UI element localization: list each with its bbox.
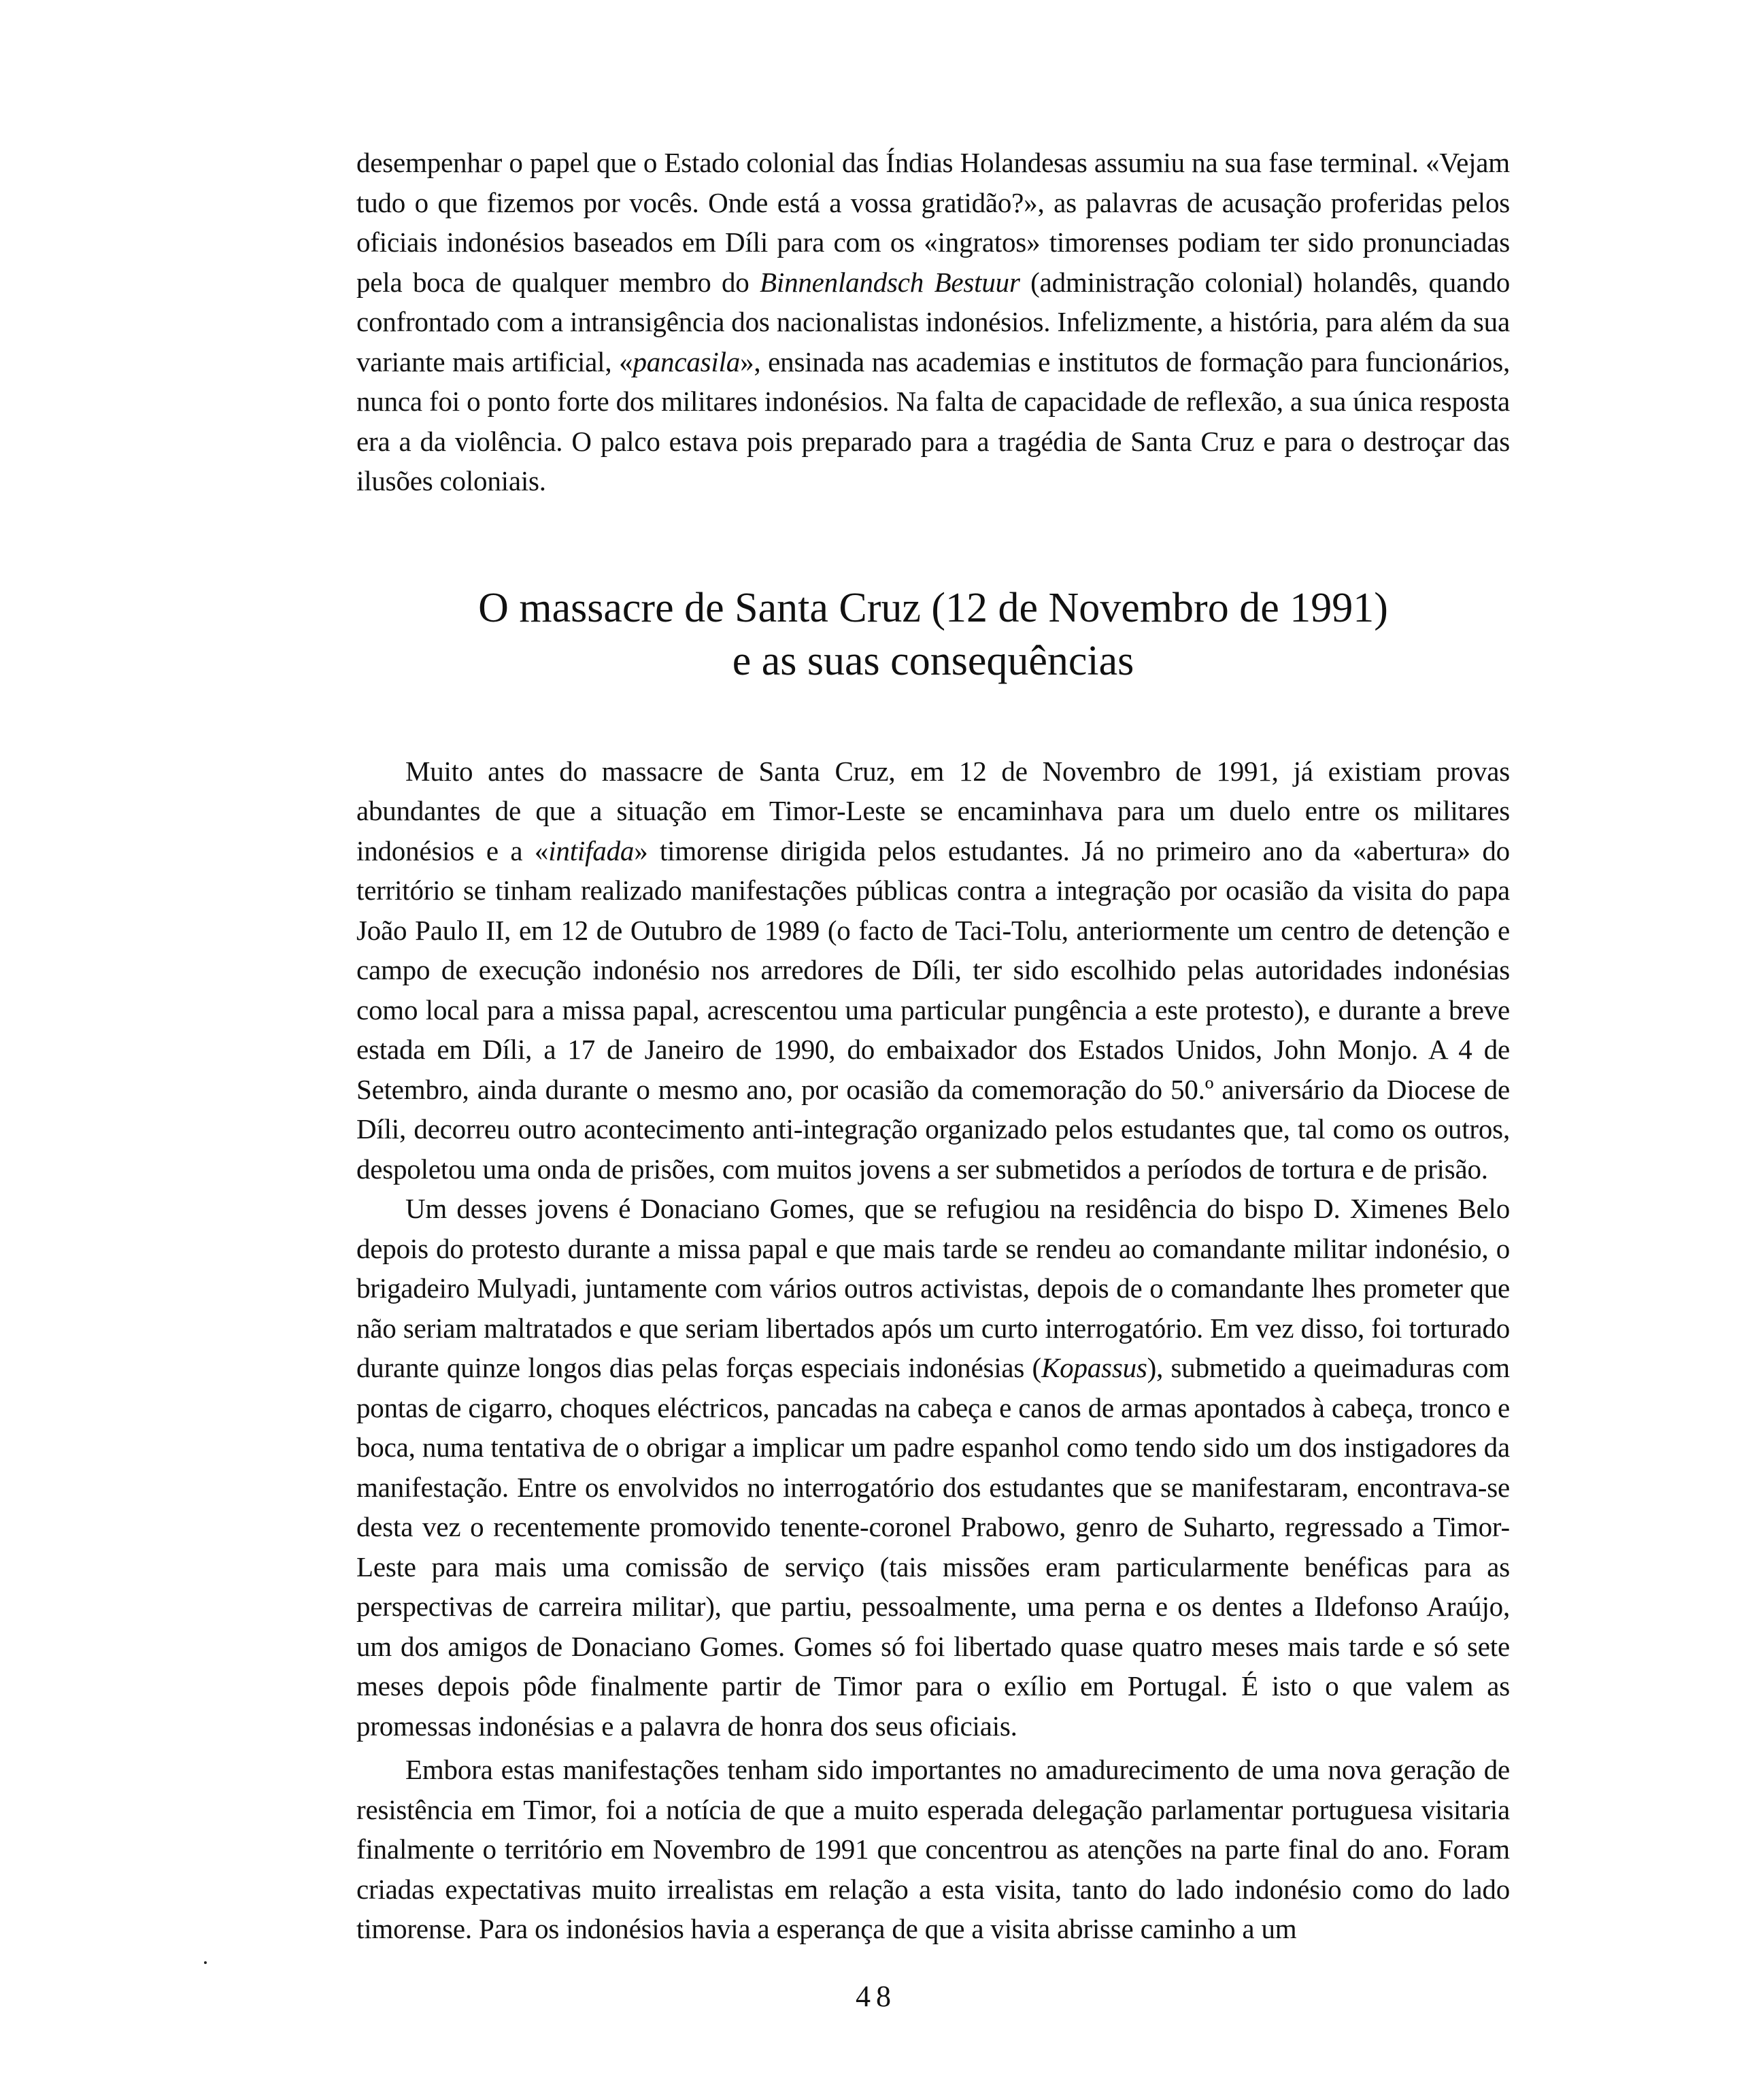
italic-term-intifada: intifada bbox=[548, 834, 635, 866]
text-run: ), submetido a queimaduras com pontas de cigarro, choques eléctricos, pancadas na cabeça e canos de armas apontados à cabeça, tronco e boca, numa tentativa de o obrigar a implicar um padre espanhol como tendo sido um dos instigadores da manifestação. Entre os envolvidos no interrogatório dos estudantes que se manifestaram, encontrava-se desta vez o recentemente promovido tenente-coronel Prabowo, genro de Suharto, regressado a Timor-Leste para mais uma comissão de serviço (tais missões eram particularmente benéficas para as perspectivas de carreira militar), que partiu, pessoalmente, uma perna e os dentes a Ildefonso Araújo, um dos amigos de Donaciano Gomes. Gomes só foi libertado quase quatro meses mais tarde e só sete meses depois pôde finalmente partir de Timor para o exílio em Portugal. É isto o que valem as promessas indonésias e a palavra de honra dos seus oficiais. bbox=[356, 1352, 1510, 1742]
text-run: desempenhar o papel que o Estado colonial das Índias Holandesas assumiu na sua fase terminal. «Vejam tudo o que fizemos por vocês. Onde está a vossa gratidão?», as palavras de acusação proferidas pelos oficiais indonésios baseados em Díli para com os «ingratos» timorenses podiam ter sido pronunciadas pela boca de qualquer membro do bbox=[356, 147, 1510, 298]
paragraph-parliamentary-delegation bbox=[356, 1750, 1510, 1949]
text-run: », ensinada nas academias e institutos de formação para funcionários, nunca foi o ponto forte dos militares indonésios. Na falta de capacidade de reflexão, a sua única resposta era a da violência. O palco estava pois preparado para a tragédia de Santa Cruz e para o destroçar das ilusões coloniais. bbox=[356, 345, 1510, 496]
paragraph-donaciano-gomes bbox=[356, 1189, 1510, 1746]
italic-term-binnenlandsch-bestuur: Binnenlandsch Bestuur bbox=[760, 266, 1020, 298]
paragraph-colonial-parallel bbox=[356, 143, 1510, 501]
page-number: 48 bbox=[856, 1980, 896, 2013]
text-run: Muito antes do massacre de Santa Cruz, em 12 de Novembro de 1991, já existiam provas abundantes de que a situação em Timor-Leste se encaminhava para um duelo entre os militares indonésios e a « bbox=[356, 755, 1510, 866]
text-run: (administração colonial) holandês, quando confrontado com a intransigência dos nacionalistas indonésios. Infelizmente, a história, para além da sua variante mais artificial, « bbox=[356, 266, 1510, 377]
text-run: Embora estas manifestações tenham sido importantes no amadurecimento de uma nova geração de resistência em Timor, foi a notícia de que a muito esperada delegação parlamentar portuguesa visitaria finalmente o território em Novembro de 1991 que concentrou as atenções na parte final do ano. Foram criadas expectativas muito irrealistas em relação a esta visita, tanto do lado indonésio como do lado timorense. Para os indonésios havia a esperança de que a visita abrisse caminho a um bbox=[356, 1754, 1510, 1944]
scan-speck bbox=[204, 1961, 207, 1964]
section-heading bbox=[356, 581, 1510, 688]
italic-term-kopassus: Kopassus bbox=[1041, 1352, 1147, 1383]
italic-term-pancasila: pancasila bbox=[633, 345, 741, 377]
text-run: Um desses jovens é Donaciano Gomes, que se refugiou na residência do bispo D. Ximenes Belo depois do protesto durante a missa papal e que mais tarde se rendeu ao comandante militar indonésio, o brigadeiro Mulyadi, juntamente com vários outros activistas, depois de o comandante lhes prometer que não seriam maltratados e que seriam libertados após um curto interrogatório. Em vez disso, foi torturado durante quinze longos dias pelas forças especiais indonésias ( bbox=[356, 1193, 1510, 1383]
text-run: » timorense dirigida pelos estudantes. Já no primeiro ano da «abertura» do território se tinham realizado manifestações públicas contra a integração por ocasião da visita do papa João Paulo II, em 12 de Outubro de 1989 (o facto de Taci-Tolu, anteriormente um centro de detenção e campo de execução indonésio nos arredores de Díli, ter sido escolhido pelas autoridades indonésias como local para a missa papal, acrescentou uma particular pungência a este protesto), e durante a breve estada em Díli, a 17 de Janeiro de 1990, do embaixador dos Estados Unidos, John Monjo. A 4 de Setembro, ainda durante o mesmo ano, por ocasião da comemoração do 50.º aniversário da Diocese de Díli, decorreu outro acontecimento anti-integração organizado pelos estudantes que, tal como os outros, despoletou uma onda de prisões, com muitos jovens a ser submetidos a períodos de tortura e de prisão. bbox=[356, 834, 1510, 1185]
paragraph-early-protests bbox=[356, 751, 1510, 1189]
section-heading-line-1: O massacre de Santa Cruz (12 de Novembro de 1991) bbox=[478, 584, 1388, 631]
page-body bbox=[356, 143, 1510, 1949]
section-heading-line-2: e as suas consequências bbox=[732, 637, 1134, 684]
